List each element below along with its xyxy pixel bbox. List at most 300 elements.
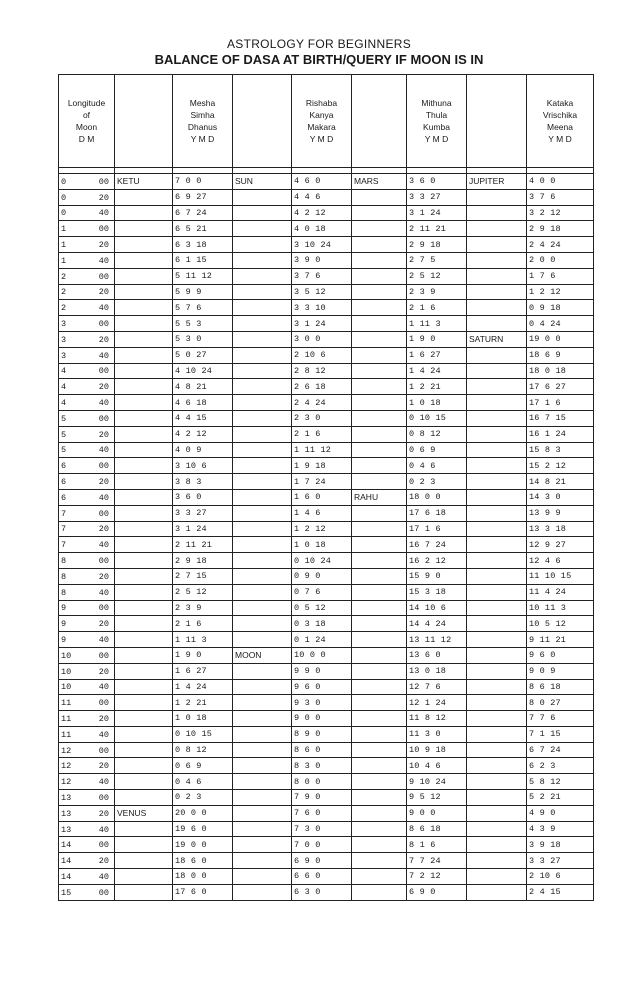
degree-value: 6 bbox=[61, 492, 67, 503]
minute-value: 00 bbox=[98, 508, 109, 519]
longitude-cell bbox=[59, 742, 115, 758]
dasa-value-cell: 2 6 18 bbox=[292, 379, 352, 395]
dasa-lord-cell bbox=[233, 537, 292, 553]
dasa-value-cell: 8 9 0 bbox=[292, 726, 352, 742]
dasa-value-cell: 1 11 3 bbox=[407, 316, 467, 332]
degree-value: 12 bbox=[61, 761, 72, 772]
header-rishaba-kanya-makara bbox=[292, 75, 352, 168]
header-line: Mesha bbox=[189, 98, 216, 108]
dasa-value-cell: 15 3 18 bbox=[407, 584, 467, 600]
dasa-lord-cell bbox=[115, 284, 173, 300]
dasa-value-cell: 9 0 0 bbox=[407, 805, 467, 821]
dasa-lord-cell bbox=[233, 252, 292, 268]
table-row bbox=[59, 726, 594, 742]
dasa-value-cell: 9 3 0 bbox=[292, 695, 352, 711]
dasa-value-cell: 5 8 12 bbox=[527, 774, 594, 790]
dasa-lord-cell bbox=[352, 584, 407, 600]
longitude-cell bbox=[59, 474, 115, 490]
longitude-cell bbox=[59, 584, 115, 600]
table-row bbox=[59, 316, 594, 332]
dasa-lord-cell bbox=[352, 189, 407, 205]
dasa-value-cell: 17 6 18 bbox=[407, 505, 467, 521]
dasa-lord-cell bbox=[115, 426, 173, 442]
header-kataka-vrischika-meena bbox=[527, 75, 594, 168]
dasa-value-cell: 2 8 12 bbox=[292, 363, 352, 379]
dasa-value-cell: 1 6 27 bbox=[173, 663, 233, 679]
dasa-value-cell: 17 1 6 bbox=[407, 521, 467, 537]
longitude-cell bbox=[59, 837, 115, 853]
dasa-lord-cell bbox=[467, 647, 527, 663]
minute-value: 20 bbox=[98, 477, 109, 488]
minute-value: 20 bbox=[98, 287, 109, 298]
dasa-lord-cell bbox=[352, 395, 407, 411]
dasa-lord-cell bbox=[233, 363, 292, 379]
degree-value: 8 bbox=[61, 571, 67, 582]
dasa-value-cell: 2 7 5 bbox=[407, 252, 467, 268]
dasa-value-cell: 4 9 0 bbox=[527, 805, 594, 821]
dasa-lord-cell bbox=[352, 379, 407, 395]
dasa-lord-cell bbox=[233, 521, 292, 537]
dasa-value-cell: 7 2 12 bbox=[407, 869, 467, 885]
table-row bbox=[59, 742, 594, 758]
dasa-value-cell: 3 3 27 bbox=[173, 505, 233, 521]
dasa-value-cell: 6 9 0 bbox=[292, 853, 352, 869]
minute-value: 00 bbox=[98, 366, 109, 377]
dasa-value-cell: 7 3 0 bbox=[292, 821, 352, 837]
dasa-lord-cell bbox=[352, 663, 407, 679]
dasa-lord-cell bbox=[115, 442, 173, 458]
dasa-value-cell: 3 1 24 bbox=[407, 205, 467, 221]
header-line: Kanya bbox=[309, 110, 334, 120]
longitude-cell bbox=[59, 347, 115, 363]
dasa-lord-cell bbox=[115, 600, 173, 616]
dasa-value-cell: 10 4 6 bbox=[407, 758, 467, 774]
dasa-lord-cell bbox=[467, 347, 527, 363]
dasa-lord-cell bbox=[352, 442, 407, 458]
dasa-value-cell: 1 9 0 bbox=[173, 647, 233, 663]
dasa-value-cell: 2 11 21 bbox=[407, 221, 467, 237]
minute-value: 00 bbox=[98, 698, 109, 709]
dasa-lord-cell bbox=[467, 521, 527, 537]
header-blank-3 bbox=[352, 75, 407, 168]
minute-value: 40 bbox=[98, 635, 109, 645]
dasa-lord-cell bbox=[352, 537, 407, 553]
dasa-value-cell: 13 3 18 bbox=[527, 521, 594, 537]
dasa-lord-cell bbox=[115, 884, 173, 900]
minute-value: 40 bbox=[98, 871, 109, 882]
table-row bbox=[59, 395, 594, 411]
longitude-cell bbox=[59, 221, 115, 237]
dasa-value-cell: 1 4 6 bbox=[292, 505, 352, 521]
dasa-lord-cell bbox=[352, 568, 407, 584]
dasa-lord-cell bbox=[352, 679, 407, 695]
dasa-lord-cell bbox=[467, 284, 527, 300]
dasa-lord-cell bbox=[233, 632, 292, 648]
dasa-lord-cell bbox=[467, 726, 527, 742]
minute-value: 40 bbox=[98, 682, 109, 693]
dasa-value-cell: 4 4 6 bbox=[292, 189, 352, 205]
header-line: Longitude bbox=[67, 98, 106, 108]
dasa-value-cell: 10 5 12 bbox=[527, 616, 594, 632]
dasa-value-cell: 18 0 0 bbox=[173, 869, 233, 885]
minute-value: 40 bbox=[98, 540, 109, 551]
dasa-value-cell: 11 10 15 bbox=[527, 568, 594, 584]
dasa-lord-cell bbox=[233, 742, 292, 758]
dasa-value-cell: 9 0 9 bbox=[527, 663, 594, 679]
dasa-lord-cell bbox=[233, 189, 292, 205]
dasa-lord-cell bbox=[233, 774, 292, 790]
table-body bbox=[59, 168, 594, 901]
dasa-lord-cell: MOON bbox=[233, 647, 292, 663]
dasa-value-cell: 19 0 0 bbox=[527, 331, 594, 347]
minute-value: 00 bbox=[98, 271, 109, 282]
dasa-value-cell: 5 9 9 bbox=[173, 284, 233, 300]
dasa-value-cell: 13 11 12 bbox=[407, 632, 467, 648]
longitude-cell bbox=[59, 679, 115, 695]
minute-value: 20 bbox=[98, 808, 109, 819]
header-line: Y M D bbox=[309, 134, 334, 144]
dasa-value-cell: 8 6 18 bbox=[527, 679, 594, 695]
dasa-lord-cell bbox=[467, 774, 527, 790]
longitude-cell bbox=[59, 331, 115, 347]
dasa-lord-cell bbox=[467, 300, 527, 316]
dasa-lord-cell bbox=[467, 316, 527, 332]
dasa-lord-cell bbox=[233, 426, 292, 442]
dasa-lord-cell bbox=[115, 363, 173, 379]
longitude-cell bbox=[59, 363, 115, 379]
minute-value: 20 bbox=[98, 713, 109, 724]
longitude-cell bbox=[59, 205, 115, 221]
minute-value: 20 bbox=[98, 192, 109, 203]
dasa-value-cell: 4 0 0 bbox=[527, 174, 594, 190]
degree-value: 3 bbox=[61, 350, 67, 361]
minute-value: 00 bbox=[98, 650, 109, 661]
longitude-cell bbox=[59, 821, 115, 837]
dasa-lord-cell bbox=[115, 316, 173, 332]
table-row bbox=[59, 805, 594, 821]
table-row bbox=[59, 758, 594, 774]
dasa-value-cell: 0 8 12 bbox=[407, 426, 467, 442]
header-blank-4 bbox=[467, 75, 527, 168]
dasa-lord-cell bbox=[115, 663, 173, 679]
header-line: of bbox=[82, 110, 91, 120]
dasa-value-cell: 7 9 0 bbox=[292, 790, 352, 806]
dasa-value-cell: 2 9 18 bbox=[173, 553, 233, 569]
dasa-lord-cell bbox=[233, 805, 292, 821]
minute-value: 20 bbox=[98, 334, 109, 345]
dasa-value-cell: 3 6 0 bbox=[407, 174, 467, 190]
dasa-value-cell: 20 0 0 bbox=[173, 805, 233, 821]
dasa-lord-cell bbox=[115, 647, 173, 663]
dasa-value-cell: 1 11 12 bbox=[292, 442, 352, 458]
table-row bbox=[59, 647, 594, 663]
dasa-value-cell: 5 2 21 bbox=[527, 790, 594, 806]
degree-value: 5 bbox=[61, 413, 67, 424]
dasa-value-cell: 3 6 0 bbox=[173, 489, 233, 505]
dasa-value-cell: 15 2 12 bbox=[527, 458, 594, 474]
dasa-value-cell: 1 7 6 bbox=[527, 268, 594, 284]
dasa-lord-cell bbox=[115, 221, 173, 237]
longitude-cell bbox=[59, 268, 115, 284]
header-mesha-simha-dhanus bbox=[173, 75, 233, 168]
header-line: Rishaba bbox=[305, 98, 338, 108]
dasa-lord-cell bbox=[352, 331, 407, 347]
minute-value: 20 bbox=[98, 240, 109, 251]
dasa-value-cell: 1 2 12 bbox=[292, 521, 352, 537]
dasa-value-cell: 17 6 0 bbox=[173, 884, 233, 900]
minute-value: 00 bbox=[98, 556, 109, 567]
dasa-lord-cell bbox=[115, 790, 173, 806]
dasa-value-cell: 15 9 0 bbox=[407, 568, 467, 584]
dasa-value-cell: 0 6 9 bbox=[173, 758, 233, 774]
dasa-value-cell: 0 6 9 bbox=[407, 442, 467, 458]
dasa-lord-cell bbox=[233, 600, 292, 616]
dasa-value-cell: 4 2 12 bbox=[292, 205, 352, 221]
header-line: Y M D bbox=[424, 134, 449, 144]
longitude-cell bbox=[59, 632, 115, 648]
minute-value: 40 bbox=[98, 445, 109, 456]
degree-value: 3 bbox=[61, 334, 67, 345]
dasa-value-cell: 2 5 12 bbox=[173, 584, 233, 600]
dasa-lord-cell bbox=[467, 568, 527, 584]
degree-value: 13 bbox=[61, 808, 72, 819]
table-row bbox=[59, 331, 594, 347]
longitude-cell bbox=[59, 616, 115, 632]
minute-value: 40 bbox=[98, 255, 109, 266]
dasa-lord-cell bbox=[352, 853, 407, 869]
table-row bbox=[59, 821, 594, 837]
dasa-lord-cell bbox=[115, 521, 173, 537]
dasa-value-cell: 2 1 6 bbox=[407, 300, 467, 316]
table-row bbox=[59, 189, 594, 205]
dasa-lord-cell bbox=[352, 695, 407, 711]
dasa-lord-cell bbox=[352, 600, 407, 616]
degree-value: 8 bbox=[61, 587, 67, 598]
dasa-lord-cell bbox=[115, 695, 173, 711]
dasa-lord-cell bbox=[115, 268, 173, 284]
dasa-lord-cell bbox=[115, 189, 173, 205]
dasa-lord-cell bbox=[467, 426, 527, 442]
header-line: Meena bbox=[547, 122, 573, 132]
dasa-lord-cell bbox=[352, 300, 407, 316]
longitude-cell bbox=[59, 284, 115, 300]
dasa-value-cell: 16 1 24 bbox=[527, 426, 594, 442]
dasa-value-cell: 2 4 15 bbox=[527, 884, 594, 900]
dasa-lord-cell bbox=[467, 869, 527, 885]
degree-value: 9 bbox=[61, 603, 67, 614]
table-row bbox=[59, 853, 594, 869]
degree-value: 9 bbox=[61, 619, 67, 630]
dasa-value-cell: 12 1 24 bbox=[407, 695, 467, 711]
dasa-value-cell: 10 11 3 bbox=[527, 600, 594, 616]
header-line: Thula bbox=[425, 110, 448, 120]
dasa-lord-cell bbox=[233, 316, 292, 332]
dasa-value-cell: 1 2 21 bbox=[173, 695, 233, 711]
dasa-value-cell: 0 5 12 bbox=[292, 600, 352, 616]
dasa-value-cell: 0 9 0 bbox=[292, 568, 352, 584]
dasa-value-cell: 2 4 24 bbox=[292, 395, 352, 411]
dasa-lord-cell bbox=[352, 221, 407, 237]
minute-value: 20 bbox=[98, 666, 109, 677]
table-row bbox=[59, 300, 594, 316]
dasa-lord-cell bbox=[352, 410, 407, 426]
dasa-value-cell: 9 5 12 bbox=[407, 790, 467, 806]
header-blank-1 bbox=[115, 75, 173, 168]
dasa-lord-cell bbox=[115, 616, 173, 632]
dasa-lord-cell bbox=[233, 821, 292, 837]
longitude-cell bbox=[59, 395, 115, 411]
dasa-lord-cell bbox=[115, 395, 173, 411]
longitude-cell bbox=[59, 252, 115, 268]
longitude-cell bbox=[59, 647, 115, 663]
dasa-value-cell: 9 11 21 bbox=[527, 632, 594, 648]
dasa-value-cell: 17 6 27 bbox=[527, 379, 594, 395]
minute-value: 40 bbox=[98, 398, 109, 409]
dasa-lord-cell bbox=[233, 379, 292, 395]
minute-value: 40 bbox=[98, 303, 109, 314]
dasa-lord-cell bbox=[233, 679, 292, 695]
dasa-lord-cell bbox=[115, 584, 173, 600]
dasa-value-cell: 1 7 24 bbox=[292, 474, 352, 490]
header-line: Y M D bbox=[548, 134, 572, 144]
dasa-value-cell: 0 4 6 bbox=[173, 774, 233, 790]
degree-value: 0 bbox=[61, 208, 67, 219]
dasa-value-cell: 2 5 12 bbox=[407, 268, 467, 284]
degree-value: 1 bbox=[61, 240, 67, 251]
dasa-value-cell: 4 10 24 bbox=[173, 363, 233, 379]
dasa-lord-cell bbox=[233, 726, 292, 742]
dasa-lord-cell bbox=[233, 568, 292, 584]
degree-value: 11 bbox=[61, 713, 72, 724]
dasa-value-cell: 3 3 27 bbox=[527, 853, 594, 869]
dasa-value-cell: 3 9 0 bbox=[292, 252, 352, 268]
minute-value: 20 bbox=[98, 619, 109, 630]
dasa-lord-cell bbox=[467, 853, 527, 869]
dasa-lord-cell bbox=[233, 237, 292, 253]
dasa-lord-cell bbox=[352, 252, 407, 268]
dasa-lord-cell: VENUS bbox=[115, 805, 173, 821]
dasa-value-cell: 8 0 0 bbox=[292, 774, 352, 790]
dasa-lord-cell bbox=[467, 837, 527, 853]
dasa-value-cell: 1 2 12 bbox=[527, 284, 594, 300]
table-row bbox=[59, 600, 594, 616]
dasa-value-cell: 3 3 10 bbox=[292, 300, 352, 316]
dasa-lord-cell bbox=[467, 663, 527, 679]
table-row bbox=[59, 837, 594, 853]
dasa-lord-cell bbox=[467, 379, 527, 395]
dasa-value-cell: 3 0 0 bbox=[292, 331, 352, 347]
dasa-value-cell: 14 4 24 bbox=[407, 616, 467, 632]
dasa-value-cell: 5 7 6 bbox=[173, 300, 233, 316]
dasa-value-cell: 2 10 6 bbox=[527, 869, 594, 885]
dasa-value-cell: 2 3 9 bbox=[173, 600, 233, 616]
dasa-lord-cell: JUPITER bbox=[467, 174, 527, 190]
dasa-lord-cell bbox=[352, 458, 407, 474]
dasa-lord-cell bbox=[467, 189, 527, 205]
header-line: D M bbox=[78, 134, 95, 144]
longitude-cell bbox=[59, 805, 115, 821]
dasa-lord-cell bbox=[233, 347, 292, 363]
dasa-value-cell: 9 0 0 bbox=[292, 711, 352, 727]
dasa-value-cell: 4 4 15 bbox=[173, 410, 233, 426]
longitude-cell bbox=[59, 726, 115, 742]
degree-value: 12 bbox=[61, 745, 72, 756]
dasa-value-cell: 3 10 6 bbox=[173, 458, 233, 474]
dasa-lord-cell bbox=[467, 252, 527, 268]
dasa-value-cell: 2 7 15 bbox=[173, 568, 233, 584]
table-row bbox=[59, 363, 594, 379]
dasa-lord-cell bbox=[115, 458, 173, 474]
dasa-value-cell: 3 1 24 bbox=[292, 316, 352, 332]
dasa-value-cell: 19 0 0 bbox=[173, 837, 233, 853]
dasa-value-cell: 1 2 21 bbox=[407, 379, 467, 395]
degree-value: 3 bbox=[61, 319, 67, 330]
dasa-lord-cell bbox=[115, 347, 173, 363]
minute-value: 20 bbox=[98, 856, 109, 867]
dasa-value-cell: 3 8 3 bbox=[173, 474, 233, 490]
dasa-value-cell: 6 3 0 bbox=[292, 884, 352, 900]
table-row bbox=[59, 616, 594, 632]
degree-value: 10 bbox=[61, 666, 72, 677]
degree-value: 1 bbox=[61, 224, 67, 235]
minute-value: 40 bbox=[98, 777, 109, 788]
longitude-cell bbox=[59, 410, 115, 426]
longitude-cell bbox=[59, 237, 115, 253]
dasa-lord-cell bbox=[467, 410, 527, 426]
table-row bbox=[59, 790, 594, 806]
table-title: BALANCE OF DASA AT BIRTH/QUERY IF MOON IS IN bbox=[154, 52, 484, 67]
minute-value: 40 bbox=[98, 824, 109, 835]
dasa-lord-cell bbox=[115, 205, 173, 221]
table-row bbox=[59, 205, 594, 221]
dasa-value-cell: 11 3 0 bbox=[407, 726, 467, 742]
dasa-lord-cell bbox=[233, 474, 292, 490]
dasa-value-cell: 14 10 6 bbox=[407, 600, 467, 616]
dasa-lord-cell bbox=[233, 505, 292, 521]
dasa-lord-cell bbox=[352, 869, 407, 885]
minute-value: 20 bbox=[98, 571, 109, 582]
longitude-cell bbox=[59, 663, 115, 679]
degree-value: 6 bbox=[61, 461, 67, 472]
dasa-value-cell: 7 7 24 bbox=[407, 853, 467, 869]
table-row bbox=[59, 268, 594, 284]
dasa-lord-cell bbox=[115, 300, 173, 316]
dasa-lord-cell bbox=[352, 884, 407, 900]
dasa-value-cell: 0 7 6 bbox=[292, 584, 352, 600]
dasa-lord-cell bbox=[115, 489, 173, 505]
dasa-lord-cell bbox=[115, 742, 173, 758]
dasa-value-cell: 14 8 21 bbox=[527, 474, 594, 490]
dasa-lord-cell bbox=[352, 316, 407, 332]
minute-value: 20 bbox=[98, 382, 109, 393]
dasa-value-cell: 11 4 24 bbox=[527, 584, 594, 600]
dasa-lord-cell bbox=[233, 884, 292, 900]
minute-value: 20 bbox=[98, 524, 109, 535]
dasa-value-cell: 0 2 3 bbox=[407, 474, 467, 490]
dasa-value-cell: 1 6 27 bbox=[407, 347, 467, 363]
dasa-value-cell: 7 1 15 bbox=[527, 726, 594, 742]
dasa-lord-cell bbox=[233, 869, 292, 885]
dasa-lord-cell bbox=[352, 790, 407, 806]
degree-value: 10 bbox=[61, 650, 72, 661]
degree-value: 13 bbox=[61, 792, 72, 803]
dasa-value-cell: 1 9 18 bbox=[292, 458, 352, 474]
dasa-value-cell: 15 8 3 bbox=[527, 442, 594, 458]
dasa-value-cell: 2 0 0 bbox=[527, 252, 594, 268]
dasa-value-cell: 0 10 15 bbox=[407, 410, 467, 426]
longitude-cell bbox=[59, 489, 115, 505]
dasa-lord-cell bbox=[115, 711, 173, 727]
